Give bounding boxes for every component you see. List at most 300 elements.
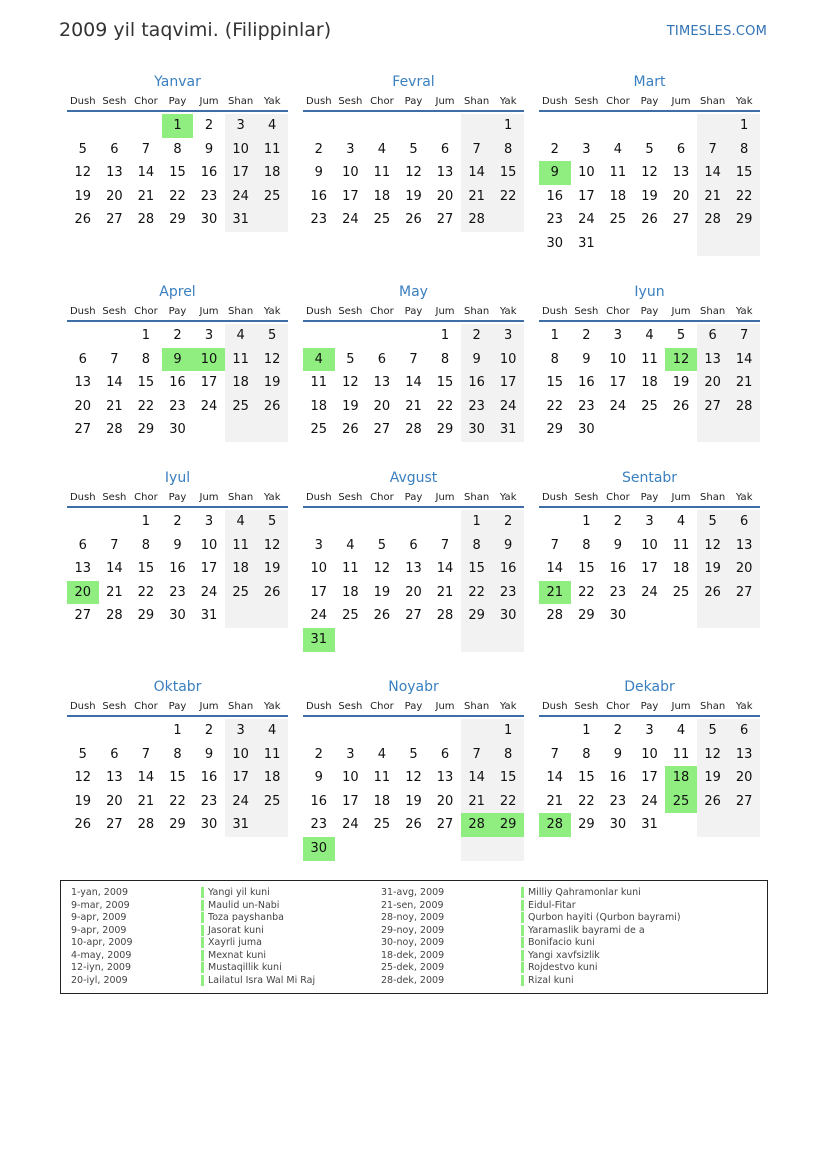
holiday-legend (60, 880, 768, 994)
week-row (67, 790, 288, 814)
day-cell: 11 (672, 746, 690, 762)
day-cell: 30 (492, 604, 524, 628)
day-cell: 3 (225, 719, 257, 743)
day-cell: 6 (78, 537, 87, 553)
day-cell: 7 (461, 743, 493, 767)
day-cell: 20 (373, 398, 391, 414)
day-cell: 2 (173, 514, 182, 529)
legend-left-names (201, 887, 315, 987)
day-cell: 22 (492, 790, 524, 814)
day-cell: 12 (641, 165, 658, 181)
weekday-label: Pay (168, 95, 187, 107)
day-cell: 19 (672, 375, 690, 391)
day-cell: 14 (461, 766, 493, 790)
week-row (303, 161, 524, 185)
day-cell: 7 (550, 537, 559, 553)
week-row (539, 232, 760, 256)
day-cell: 16 (200, 770, 218, 786)
day-cell: 26 (697, 790, 729, 814)
holiday-name: Rizal kuni (521, 975, 574, 986)
week-row (67, 766, 288, 790)
month-may (303, 283, 524, 442)
day-cell: 23 (609, 793, 627, 809)
empty-cell (665, 604, 697, 628)
weekday-header (67, 302, 288, 322)
day-cell: 31 (578, 235, 595, 251)
day-cell: 16 (609, 770, 627, 786)
weekday-label: Dush (69, 95, 96, 107)
holiday-date: 20-iyl, 2009 (71, 974, 128, 986)
day-cell: 10 (342, 770, 359, 786)
day-cell: 5 (256, 324, 288, 348)
day-cell: 3 (204, 514, 214, 529)
day-cell: 25 (609, 212, 627, 228)
day-cell: 13 (436, 165, 454, 181)
day-cell: 31 (303, 628, 335, 652)
holiday-name: Yaramaslik bayrami de a (521, 925, 645, 936)
day-cell: 29 (137, 422, 155, 438)
day-cell: 12 (405, 770, 422, 786)
day-cell: 25 (310, 422, 328, 438)
day-cell: 1 (582, 514, 591, 529)
day-cell: 20 (728, 766, 760, 790)
day-cell: 7 (110, 351, 119, 367)
empty-cell (193, 418, 225, 442)
empty-cell (398, 324, 430, 348)
day-cell: 7 (440, 537, 450, 553)
week-row (303, 790, 524, 814)
day-cell: 19 (697, 766, 729, 790)
day-cell: 11 (373, 165, 391, 181)
day-cell: 25 (373, 212, 391, 228)
legend-right-dates (381, 887, 444, 987)
day-cell: 18 (373, 188, 391, 204)
day-cell: 30 (609, 817, 627, 833)
legend-row (521, 937, 681, 950)
week-row (67, 208, 288, 232)
day-cell: 11 (641, 351, 658, 367)
day-cell: 9 (204, 141, 214, 157)
month-name: Mart (633, 74, 666, 90)
week-row (539, 604, 760, 628)
week-row (539, 534, 760, 558)
day-cell: 18 (225, 557, 257, 581)
empty-cell (303, 510, 335, 534)
weekday-label: Shan (228, 305, 254, 317)
day-cell: 20 (436, 793, 454, 809)
day-cell: 9 (613, 746, 623, 762)
empty-cell (99, 324, 131, 348)
month-yanvar (67, 73, 288, 232)
day-cell: 1 (728, 114, 760, 138)
day-cell: 15 (436, 375, 454, 391)
weekday-label: Pay (640, 305, 659, 317)
weekday-label: Pay (404, 700, 423, 712)
holiday-name: Lailatul Isra Wal Mi Raj (201, 975, 315, 986)
weekday-label: Dush (69, 491, 96, 503)
day-cell: 13 (74, 561, 92, 577)
day-cell: 6 (697, 324, 729, 348)
day-cell: 31 (200, 608, 218, 624)
legend-row (521, 925, 681, 938)
day-cell: 7 (110, 537, 119, 553)
weekday-label: Dush (305, 95, 332, 107)
week-row (303, 557, 524, 581)
day-cell: 27 (74, 608, 92, 624)
day-cell: 2 (314, 746, 323, 762)
day-cell: 1 (141, 328, 151, 343)
holiday-date: 9-mar, 2009 (71, 899, 130, 911)
day-cell: 28 (461, 208, 493, 232)
day-cell: 28 (106, 608, 123, 624)
day-cell: 28 (137, 817, 155, 833)
day-cell: 8 (492, 743, 524, 767)
day-cell: 24 (578, 212, 595, 228)
day-cell: 4 (377, 746, 387, 762)
empty-cell (492, 208, 524, 232)
day-cell: 13 (373, 375, 391, 391)
day-cell: 7 (141, 746, 151, 762)
empty-cell (429, 628, 461, 652)
day-cell: 28 (546, 608, 564, 624)
empty-cell (634, 114, 666, 138)
day-cell: 26 (405, 212, 422, 228)
day-cell: 7 (461, 138, 493, 162)
week-row (67, 510, 288, 534)
empty-cell (634, 418, 666, 442)
day-cell: 30 (303, 837, 335, 861)
empty-cell (398, 510, 430, 534)
day-cell: 25 (641, 398, 658, 414)
day-cell: 11 (672, 537, 690, 553)
weekday-header (303, 488, 524, 508)
day-cell: 17 (200, 375, 218, 391)
day-cell: 20 (106, 188, 123, 204)
weekday-label: Jum (199, 95, 219, 107)
empty-cell (697, 604, 729, 628)
empty-cell (256, 208, 288, 232)
weekday-label: Chor (370, 491, 394, 503)
empty-cell (67, 324, 99, 348)
day-cell: 28 (436, 608, 454, 624)
weekday-label: Dush (69, 305, 96, 317)
day-cell: 14 (436, 561, 454, 577)
day-cell: 24 (641, 584, 658, 600)
weekday-label: Jum (435, 95, 455, 107)
empty-cell (256, 604, 288, 628)
day-cell: 18 (256, 161, 288, 185)
week-row (303, 185, 524, 209)
day-cell: 2 (613, 514, 623, 529)
week-row (67, 114, 288, 138)
empty-cell (539, 719, 571, 743)
week-row (67, 324, 288, 348)
week-row (303, 628, 524, 652)
empty-cell (697, 813, 729, 837)
empty-cell (429, 510, 461, 534)
weekday-label: Yak (735, 95, 753, 107)
day-cell: 9 (204, 746, 214, 762)
day-cell: 4 (256, 719, 288, 743)
day-cell: 18 (665, 766, 697, 790)
weekday-header (539, 92, 760, 112)
weekday-label: Shan (228, 700, 254, 712)
weekday-label: Sesh (338, 95, 363, 107)
day-cell: 11 (342, 561, 359, 577)
week-row (303, 837, 524, 861)
day-cell: 23 (310, 817, 328, 833)
legend-row (521, 962, 681, 975)
empty-cell (492, 837, 524, 861)
weekday-label: Dush (305, 491, 332, 503)
day-cell: 15 (137, 561, 155, 577)
day-cell: 14 (546, 561, 564, 577)
day-cell: 11 (609, 165, 627, 181)
empty-cell (492, 628, 524, 652)
holiday-name: Yangi xavfsizlik (521, 950, 600, 961)
day-cell: 17 (225, 161, 257, 185)
weekday-label: Yak (499, 700, 517, 712)
weekday-label: Dush (541, 700, 568, 712)
day-cell: 10 (225, 743, 257, 767)
month-iyul (67, 469, 288, 628)
week-row (67, 719, 288, 743)
month-dekabr (539, 678, 760, 837)
day-cell: 1 (492, 114, 524, 138)
day-cell: 19 (74, 188, 92, 204)
day-cell: 13 (697, 348, 729, 372)
day-cell: 25 (342, 608, 359, 624)
holiday-name: Mexnat kuni (201, 950, 266, 961)
holiday-name: Maulid un-Nabi (201, 900, 279, 911)
day-cell: 21 (728, 371, 760, 395)
weekday-label: Dush (305, 700, 332, 712)
empty-cell (634, 604, 666, 628)
week-row (303, 766, 524, 790)
week-row (67, 138, 288, 162)
weekday-label: Jum (199, 700, 219, 712)
day-cell: 17 (578, 188, 595, 204)
weekday-label: Chor (606, 700, 630, 712)
day-cell: 28 (697, 208, 729, 232)
day-cell: 29 (169, 817, 186, 833)
empty-cell (571, 114, 603, 138)
day-cell: 10 (641, 537, 658, 553)
day-cell: 18 (256, 766, 288, 790)
day-cell: 5 (697, 719, 729, 743)
site-link[interactable]: TIMESLES.COM (666, 24, 767, 39)
weekday-label: Sesh (574, 491, 599, 503)
week-row (539, 581, 760, 605)
day-cell: 11 (310, 375, 328, 391)
day-cell: 6 (440, 141, 450, 157)
day-cell: 26 (342, 422, 359, 438)
day-cell: 14 (546, 770, 564, 786)
day-cell: 28 (539, 813, 571, 837)
day-cell: 28 (405, 422, 422, 438)
day-cell: 19 (405, 188, 422, 204)
empty-cell (335, 510, 367, 534)
day-cell: 3 (346, 746, 355, 762)
weekday-label: Yak (735, 700, 753, 712)
empty-cell (665, 114, 697, 138)
day-cell: 9 (314, 165, 323, 181)
empty-cell (429, 837, 461, 861)
empty-cell (728, 813, 760, 837)
empty-cell (130, 114, 162, 138)
day-cell: 15 (578, 770, 595, 786)
empty-cell (461, 114, 493, 138)
day-cell: 25 (225, 581, 257, 605)
day-cell: 1 (173, 723, 182, 738)
day-cell: 12 (665, 348, 697, 372)
weekday-label: Yak (263, 305, 281, 317)
weekday-label: Chor (134, 491, 158, 503)
day-cell: 5 (377, 537, 387, 553)
day-cell: 26 (672, 398, 690, 414)
weekday-label: Pay (404, 305, 423, 317)
day-cell: 1 (461, 510, 493, 534)
day-cell: 23 (169, 398, 186, 414)
day-cell: 11 (225, 348, 257, 372)
day-cell: 15 (461, 557, 493, 581)
day-cell: 19 (256, 557, 288, 581)
day-cell: 21 (137, 188, 155, 204)
day-cell: 6 (377, 351, 387, 367)
day-cell: 30 (609, 608, 627, 624)
week-row (67, 185, 288, 209)
day-cell: 18 (310, 398, 328, 414)
empty-cell (303, 324, 335, 348)
week-row (67, 604, 288, 628)
empty-cell (366, 324, 398, 348)
day-cell: 10 (310, 561, 328, 577)
holiday-date: 4-may, 2009 (71, 949, 132, 961)
legend-row (201, 950, 315, 963)
weekday-label: Yak (499, 95, 517, 107)
day-cell: 5 (256, 510, 288, 534)
day-cell: 22 (169, 793, 186, 809)
day-cell: 15 (492, 161, 524, 185)
weekday-label: Pay (404, 491, 423, 503)
weekday-label: Pay (168, 700, 187, 712)
day-cell: 25 (373, 817, 391, 833)
day-cell: 20 (106, 793, 123, 809)
day-cell: 27 (697, 395, 729, 419)
day-cell: 7 (141, 141, 151, 157)
month-name: Yanvar (154, 74, 201, 90)
weekday-label: Yak (263, 95, 281, 107)
day-cell: 6 (78, 351, 87, 367)
day-cell: 5 (409, 141, 418, 157)
empty-cell (335, 114, 367, 138)
legend-row (521, 900, 681, 913)
weekday-label: Jum (199, 305, 219, 317)
day-cell: 16 (578, 375, 595, 391)
week-row (539, 790, 760, 814)
day-cell: 15 (492, 766, 524, 790)
day-cell: 19 (342, 398, 359, 414)
day-cell: 4 (225, 324, 257, 348)
legend-right-names (521, 887, 681, 987)
day-cell: 2 (204, 118, 214, 133)
weekday-label: Chor (370, 700, 394, 712)
day-cell: 5 (676, 328, 686, 343)
day-cell: 14 (106, 375, 123, 391)
day-cell: 27 (106, 212, 123, 228)
day-cell: 17 (225, 766, 257, 790)
week-row (303, 743, 524, 767)
day-cell: 23 (492, 581, 524, 605)
week-row (539, 766, 760, 790)
month-noyabr (303, 678, 524, 861)
legend-row (201, 975, 315, 988)
day-cell: 19 (74, 793, 92, 809)
week-row (303, 813, 524, 837)
holiday-date: 18-dek, 2009 (381, 949, 445, 961)
empty-cell (99, 719, 131, 743)
weekday-label: Chor (606, 491, 630, 503)
empty-cell (429, 114, 461, 138)
week-row (67, 161, 288, 185)
week-row (67, 371, 288, 395)
week-row (539, 114, 760, 138)
day-cell: 22 (546, 398, 564, 414)
day-cell: 11 (256, 138, 288, 162)
empty-cell (728, 232, 760, 256)
weekday-label: Sesh (102, 700, 127, 712)
week-row (303, 371, 524, 395)
day-cell: 20 (67, 581, 99, 605)
week-row (67, 534, 288, 558)
day-cell: 29 (546, 422, 564, 438)
empty-cell (366, 114, 398, 138)
weekday-label: Dush (69, 700, 96, 712)
day-cell: 18 (225, 371, 257, 395)
week-row (539, 557, 760, 581)
day-cell: 8 (582, 537, 591, 553)
day-cell: 24 (342, 817, 359, 833)
month-name: Noyabr (388, 679, 439, 695)
empty-cell (335, 837, 367, 861)
legend-row (201, 937, 315, 950)
day-cell: 5 (697, 510, 729, 534)
day-cell: 27 (728, 790, 760, 814)
empty-cell (225, 418, 257, 442)
day-cell: 26 (697, 581, 729, 605)
week-row (303, 138, 524, 162)
legend-row (201, 962, 315, 975)
day-cell: 14 (137, 165, 155, 181)
day-cell: 5 (346, 351, 355, 367)
day-cell: 10 (578, 165, 595, 181)
day-cell: 4 (256, 114, 288, 138)
day-cell: 1 (162, 114, 194, 138)
day-cell: 23 (310, 212, 328, 228)
day-cell: 30 (578, 422, 595, 438)
day-cell: 8 (728, 138, 760, 162)
day-cell: 29 (728, 208, 760, 232)
empty-cell (256, 813, 288, 837)
empty-cell (398, 114, 430, 138)
day-cell: 13 (728, 743, 760, 767)
holiday-date: 31-avg, 2009 (381, 887, 445, 898)
week-row (303, 534, 524, 558)
holiday-date: 30-noy, 2009 (381, 937, 445, 948)
day-cell: 6 (676, 141, 686, 157)
month-fevral (303, 73, 524, 232)
day-cell: 16 (169, 375, 186, 391)
